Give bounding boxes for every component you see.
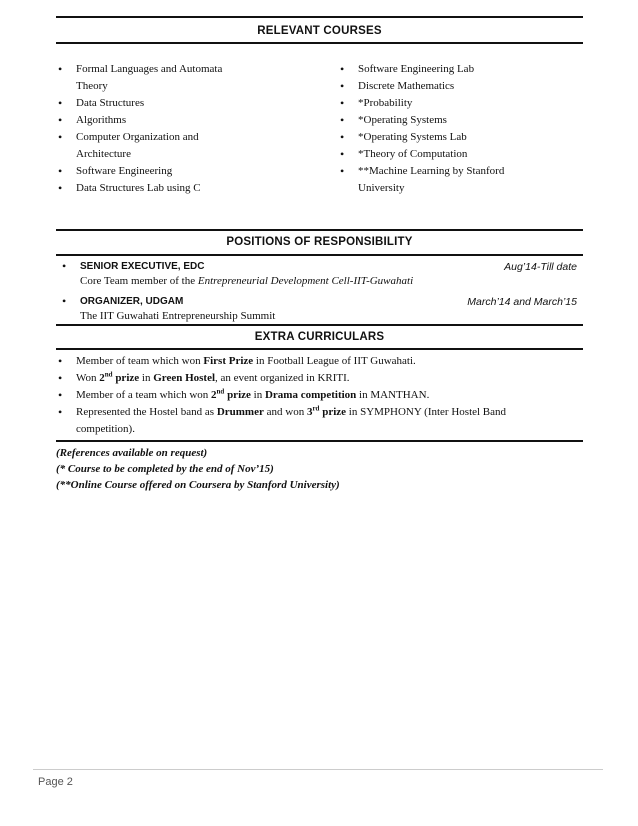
list-item: • Data Structures (58, 95, 243, 112)
responsibility-rule-bottom (56, 254, 583, 256)
list-item: • **Machine Learning by Stanford University (340, 163, 530, 197)
responsibility-list (62, 260, 577, 324)
position-description: Core Team member of the Entrepreneurial Development Cell-IIT-Guwahati (80, 275, 414, 287)
responsibility-rule-top (56, 229, 583, 231)
position-description: The IIT Guwahati Entrepreneurship Summit (80, 310, 276, 322)
list-item: • Member of team which won First Prize in Football League of IIT Guwahati. (58, 353, 528, 370)
list-item: • Member of a team which won 2nd prize in Drama competition in MANTHAN. (58, 387, 528, 404)
extra-rule-top (56, 324, 583, 326)
extra-list (58, 353, 528, 438)
top-rule (56, 16, 583, 18)
list-item: • Software Engineering Lab (340, 61, 530, 78)
section-heading-extra: EXTRA CURRICULARS (254, 331, 385, 343)
courses-right-list (340, 61, 530, 197)
position-title: • ORGANIZER, UDGAM (80, 296, 184, 307)
list-item: • Data Structures Lab using C (58, 180, 243, 197)
position-date: Aug’14-Till date (504, 261, 577, 273)
list-item: • Represented the Hostel band as Drummer and won 3rd prize in SYMPHONY (Inter Hostel Band competition). (58, 404, 528, 438)
responsibility-item (62, 295, 577, 324)
section-heading-responsibility: POSITIONS OF RESPONSIBILITY (226, 236, 413, 248)
section-heading-courses: RELEVANT COURSES (257, 25, 382, 37)
extra-rule-bottom (56, 348, 583, 350)
responsibility-item (62, 260, 577, 289)
list-item: • Algorithms (58, 112, 243, 129)
footnote: (References available on request) (56, 447, 208, 459)
page-number: Page 2 (38, 776, 73, 788)
position-title: • SENIOR EXECUTIVE, EDC (80, 261, 205, 272)
list-item: • Software Engineering (58, 163, 243, 180)
list-item: • Computer Organization and Architecture (58, 129, 243, 163)
notes-rule (56, 440, 583, 442)
footnote: (**Online Course offered on Coursera by Stanford University) (56, 479, 340, 491)
list-item: • *Probability (340, 95, 530, 112)
footnote: (* Course to be completed by the end of Nov’15) (56, 463, 274, 475)
list-item: • Formal Languages and Automata Theory (58, 61, 243, 95)
position-date: March’14 and March’15 (467, 296, 577, 308)
list-item: • *Theory of Computation (340, 146, 530, 163)
list-item: • Discrete Mathematics (340, 78, 530, 95)
courses-rule (56, 42, 583, 44)
footer-rule (33, 769, 603, 770)
courses-left-list (58, 61, 243, 197)
footnotes (56, 445, 583, 493)
list-item: • *Operating Systems Lab (340, 129, 530, 146)
list-item: • *Operating Systems (340, 112, 530, 129)
list-item: • Won 2nd prize in Green Hostel, an event organized in KRITI. (58, 370, 528, 387)
